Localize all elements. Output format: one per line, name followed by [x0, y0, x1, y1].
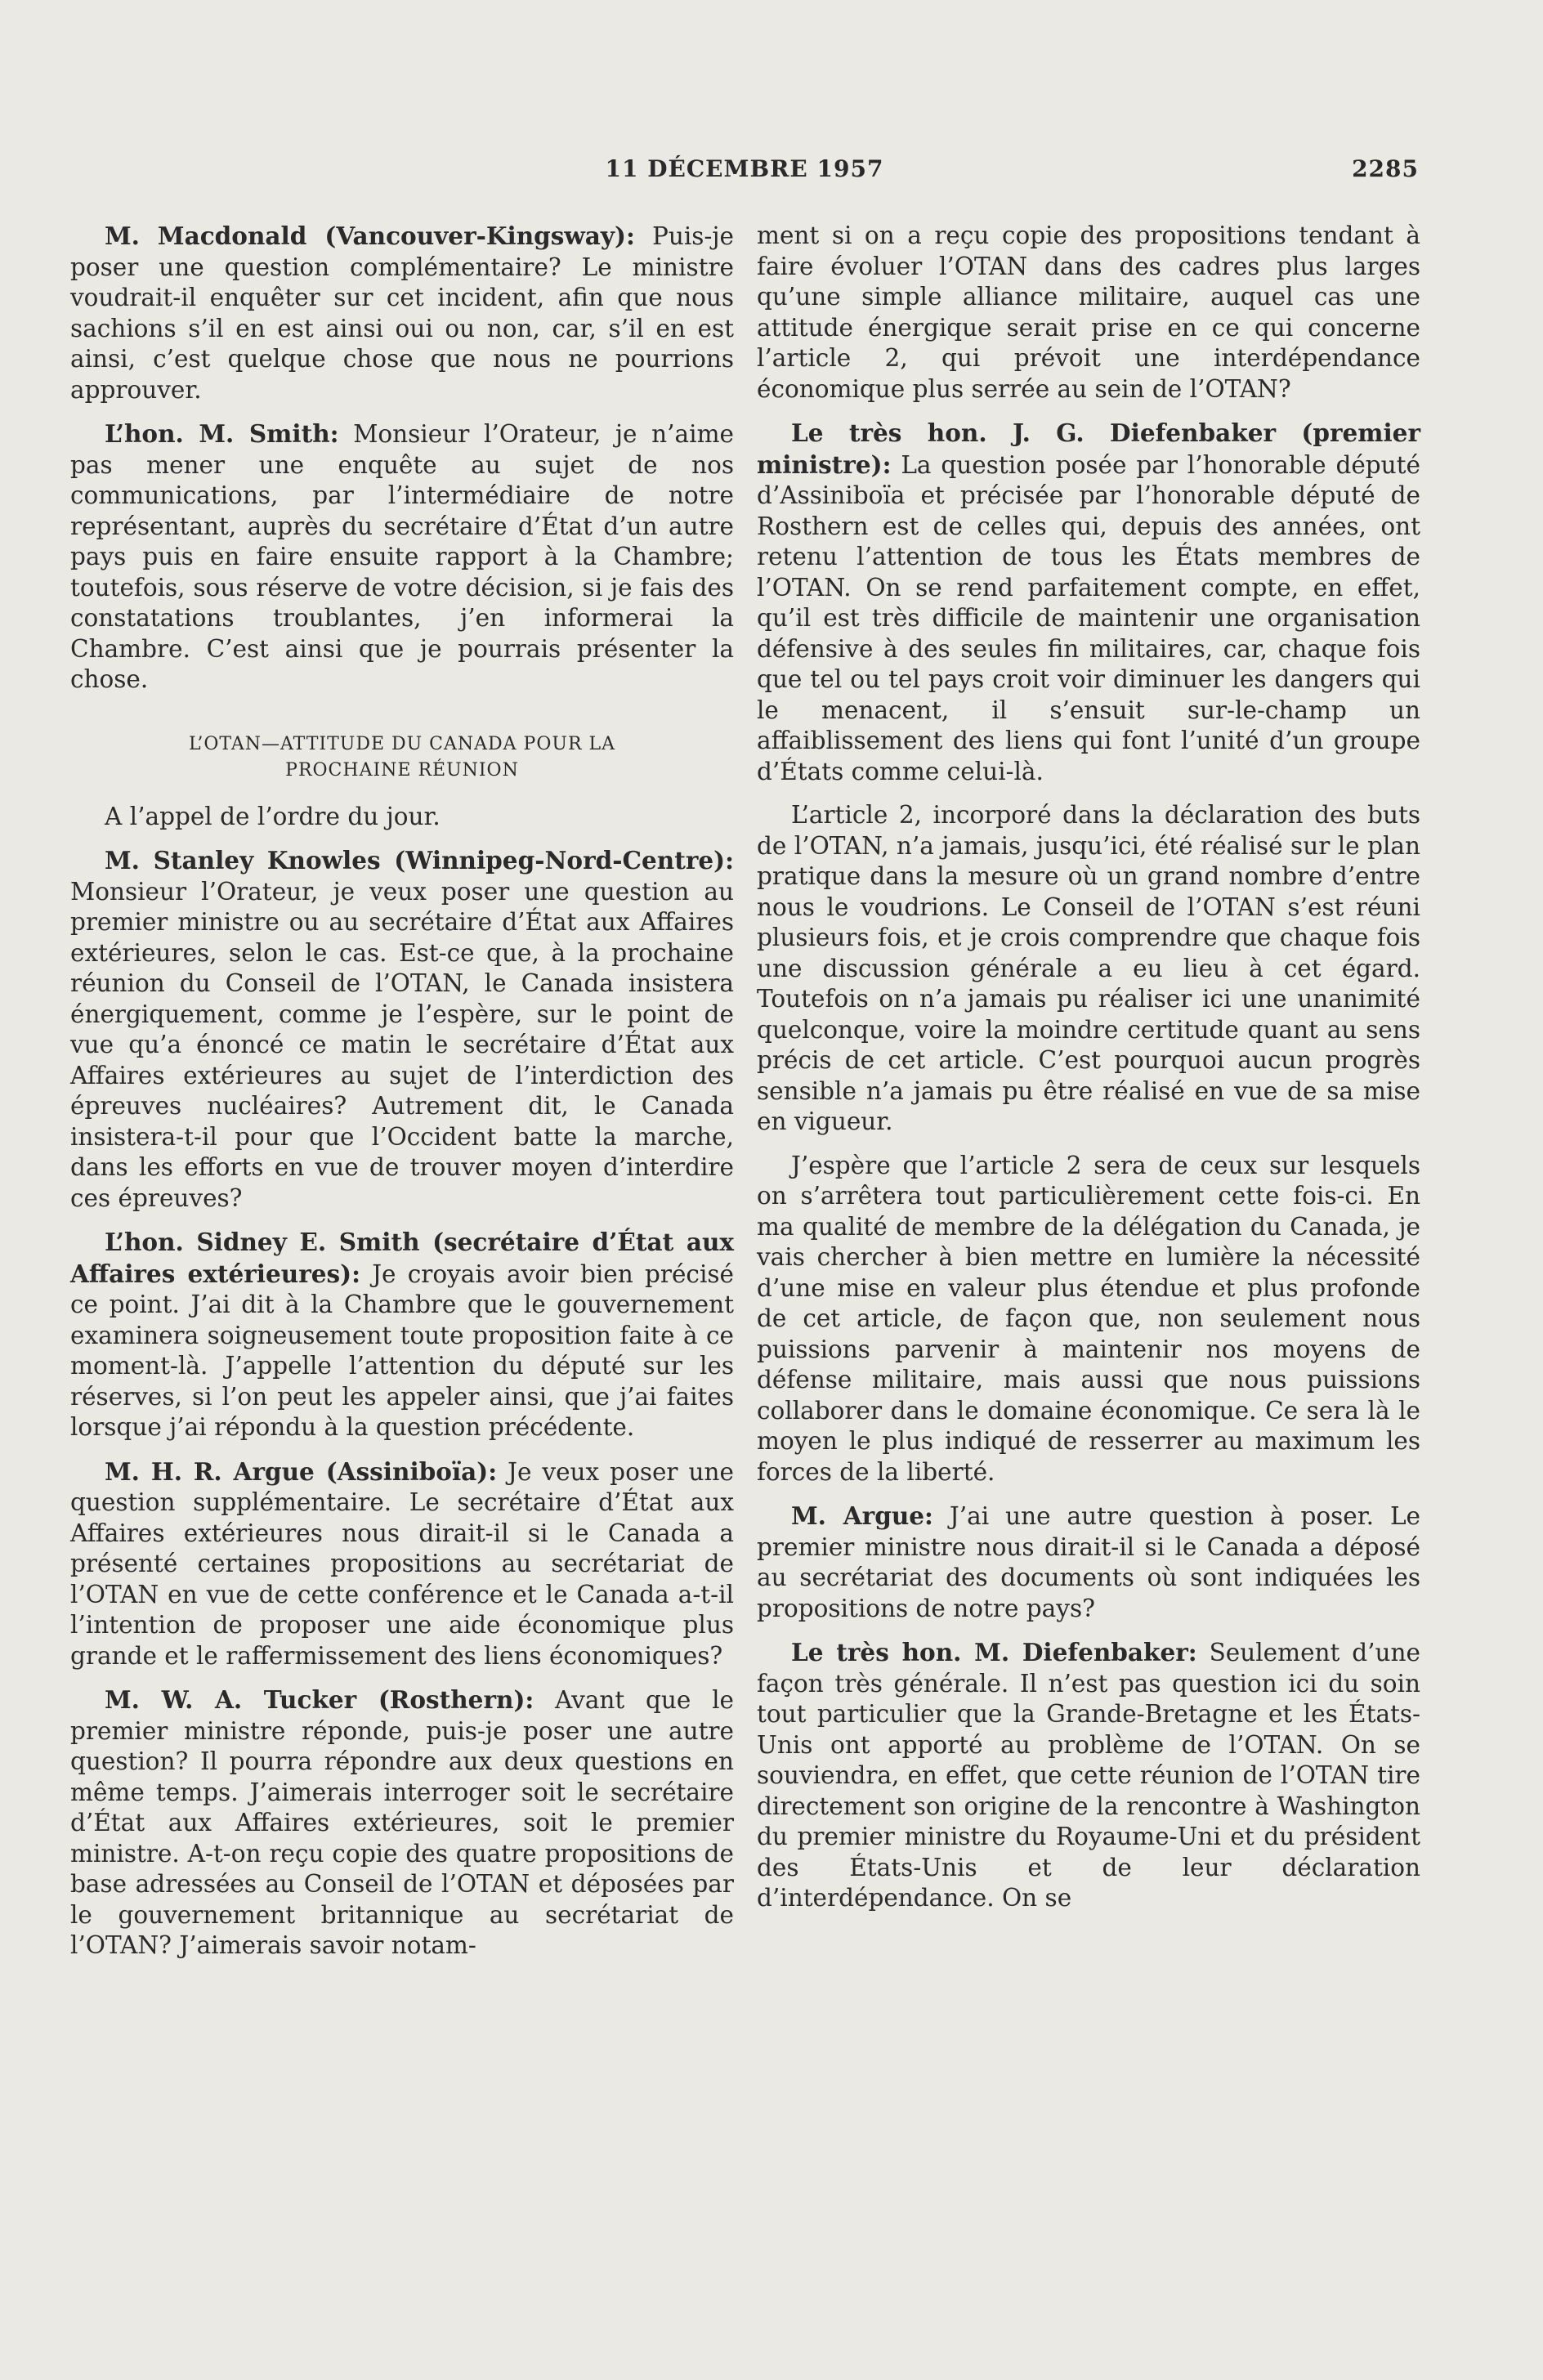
- paragraph-text: Avant que le premier ministre réponde, puis-je poser une autre question? Il pourra répondre aux deux questions en même temps. J’aimerais interroger soit le secrétaire d’État aux Affaires extérieures, soit le premier ministre. A-t-on reçu copie des quatre propositions de base adressées au Conseil de l’OTAN et déposées par le gouvernement britannique au secrétariat de l’OTAN? J’aimerais savoir notam-: [70, 1686, 734, 1959]
- paragraph: [757, 1501, 1420, 1624]
- paragraph: [70, 1684, 734, 1962]
- paragraph-text: J’espère que l’article 2 sera de ceux sur lesquels on s’arrêtera tout particulièrement cette fois-ci. En ma qualité de membre de la délégation du Canada, je vais chercher à bien mettre en lumière la nécessité d’une mise en valeur plus étendue et plus profonde de cet article, de façon que, non seulement nous puissions parvenir à maintenir nos moyens de défense militaire, mais aussi que nous puissions collaborer dans le domaine économique. Ce sera là le moyen le plus indiqué de resserrer au maximum les forces de la liberté.: [757, 1151, 1420, 1486]
- left-column: [70, 221, 734, 1975]
- heading-line: L’OTAN—ATTITUDE DU CANADA POUR LA: [189, 733, 615, 754]
- speaker-name: Le très hon. M. Diefenbaker:: [791, 1638, 1197, 1666]
- paragraph: [757, 1637, 1420, 1914]
- paragraph: [757, 800, 1420, 1138]
- speaker-name: L’hon. Sidney E. Smith (secrétaire d’État aux Affaires extérieures):: [70, 1228, 734, 1288]
- speaker-name: M. Macdonald (Vancouver-Kingsway):: [105, 221, 635, 250]
- paragraph: [70, 1456, 734, 1672]
- paragraph-text: L’article 2, incorporé dans la déclaration des buts de l’OTAN, n’a jamais, jusqu’ici, été réalisé sur le plan pratique dans la mesure où un grand nombre d’entre nous le voudrions. Le Conseil de l’OTAN s’est réuni plusieurs fois, et je crois comprendre que chaque fois une discussion générale a eu lieu à cet égard. Toutefois on n’a jamais pu réaliser ici une unanimité quelconque, voire la moindre certitude quant au sens précis de cet article. C’est pourquoi aucun progrès sensible n’a jamais pu être réalisé en vue de sa mise en vigueur.: [757, 801, 1420, 1135]
- paragraph: [70, 845, 734, 1214]
- paragraph: [70, 221, 734, 405]
- header-date: 11 DÉCEMBRE 1957: [605, 155, 884, 182]
- paragraph: [757, 1151, 1420, 1488]
- page-number: 2285: [1352, 155, 1419, 182]
- speaker-name: M. H. R. Argue (Assiniboïa):: [105, 1456, 498, 1486]
- paragraph: [70, 418, 734, 696]
- section-heading: [70, 731, 734, 784]
- speaker-name: M. W. A. Tucker (Rosthern):: [105, 1685, 534, 1714]
- speaker-name: M. Stanley Knowles (Winnipeg-Nord-Centre):: [105, 846, 734, 875]
- paragraph-text: Je croyais avoir bien précisé ce point. J’ai dit à la Chambre que le gouvernement examinera soigneusement toute proposition faite à ce moment-là. J’appelle l’attention du député sur les réserves, si l’on peut les appeler ainsi, que j’ai faites lorsque j’ai répondu à la question précédente.: [70, 1259, 734, 1441]
- paragraph-text: Je veux poser une question supplémentaire. Le secrétaire d’État aux Affaires extérieures nous dirait-il si le Canada a présenté certaines propositions au secrétariat de l’OTAN en vue de cette conférence et le Canada a-t-il l’intention de proposer une aide économique plus grande et le raffermissement des liens économiques?: [70, 1457, 734, 1670]
- heading-line: PROCHAINE RÉUNION: [285, 759, 519, 781]
- paragraph-text: La question posée par l’honorable député d’Assiniboïa et précisée par l’honorable député de Rosthern est de celles qui, depuis des années, ont retenu l’attention de tous les États membres de l’OTAN. On se rend parfaitement compte, en effet, qu’il est très difficile de maintenir une organisation défensive à des seules fin militaires, car, chaque fois que tel ou tel pays croit voir diminuer les dangers qui le menacent, il s’ensuit sur-le-champ un affaiblissement des liens qui font l’unité d’un groupe d’États comme celui-là.: [757, 450, 1420, 785]
- page-header: [70, 155, 1419, 188]
- paragraph-text: Puis-je poser une question complémentaire? Le ministre voudrait-il enquêter sur cet incident, afin que nous sachions s’il en est ainsi oui ou non, car, s’il en est ainsi, c’est quelque chose que nous ne pourrions approuver.: [70, 222, 735, 404]
- paragraph: [757, 221, 1420, 405]
- paragraph-text: ment si on a reçu copie des propositions tendant à faire évoluer l’OTAN dans des cadres plus larges qu’une simple alliance militaire, auquel cas une attitude énergique serait prise en ce qui concerne l’article 2, qui prévoit une interdépendance économique plus serrée au sein de l’OTAN?: [757, 221, 1420, 403]
- paragraph-text: Monsieur l’Orateur, je n’aime pas mener une enquête au sujet de nos communications, par l’intermédiaire de notre représentant, auprès du secrétaire d’État d’un autre pays puis en faire ensuite rapport à la Chambre; toutefois, sous réserve de votre décision, si je fais des constatations troublantes, j’en informerai la Chambre. C’est ainsi que je pourrais présenter la chose.: [70, 420, 734, 693]
- paragraph: [757, 418, 1420, 787]
- paragraph: [70, 802, 734, 833]
- speaker-name: M. Argue:: [791, 1501, 933, 1530]
- paragraph: [70, 1227, 734, 1443]
- paragraph-text: A l’appel de l’ordre du jour.: [105, 802, 441, 830]
- right-column: [757, 221, 1420, 1927]
- paragraph-text: Monsieur l’Orateur, je veux poser une question au premier ministre ou au secrétaire d’État aux Affaires extérieures, selon le cas. Est-ce que, à la prochaine réunion du Conseil de l’OTAN, le Canada insistera énergiquement, comme je l’espère, sur le point de vue qu’a énoncé ce matin le secrétaire d’État aux Affaires extérieures au sujet de l’interdiction des épreuves nucléaires? Autrement dit, le Canada insistera-t-il pour que l’Occident batte la marche, dans les efforts en vue de trouver moyen d’interdire ces épreuves?: [70, 877, 734, 1212]
- speaker-name: Le très hon. J. G. Diefenbaker (premier ministre):: [757, 418, 1420, 479]
- paragraph-text: Seulement d’une façon très générale. Il n’est pas question ici du soin tout particulier que la Grande-Bretagne et les États-Unis ont apporté au problème de l’OTAN. On se souviendra, en effet, que cette réunion de l’OTAN tire directement son origine de la rencontre à Washington du premier ministre du Royaume-Uni et du président des États-Unis et de leur déclaration d’interdépendance. On se: [757, 1639, 1420, 1912]
- paragraph-text: J’ai une autre question à poser. Le premier ministre nous dirait-il si le Canada a déposé au secrétariat des documents où sont indiquées les propositions de notre pays?: [757, 1502, 1421, 1622]
- speaker-name: L’hon. M. Smith:: [105, 419, 339, 448]
